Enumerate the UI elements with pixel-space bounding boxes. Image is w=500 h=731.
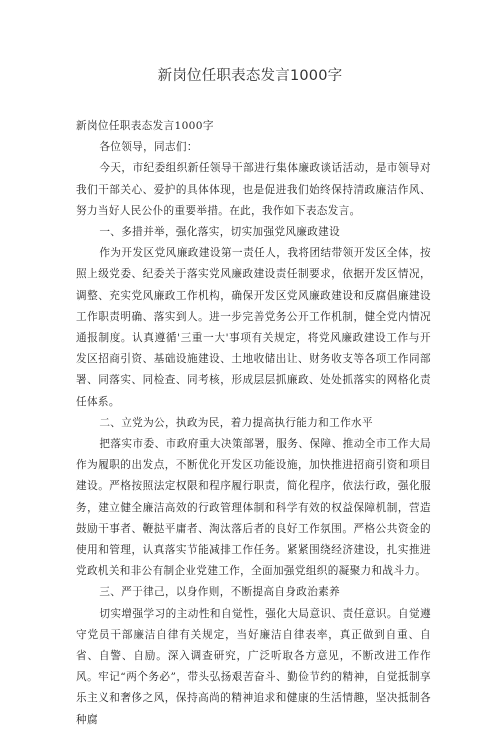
section-1-paragraph: 作为开发区党风廉政建设第一责任人，我将团结带领开发区全体，按照上级党委、纪委关于落实党风廉政建设责任制要求，依据开发区情况，调整、充实党风廉政工作机构，确保开发区党风廉政建设和反腐倡廉建设工作职责明确、落实到人。进一步完善党务公开工作机制，健全党内情况通报制度。认真遵循'三重一大'事项有关规定，将党风廉政建设工作与开发区招商引资、基础设施建设、土地收储出让、财务收支等各项工作同部署、同落实、同检查、同考核，形成层层抓廉政、处处抓落实的网格化责任体系。 xyxy=(76,247,431,408)
intro-paragraph: 今天，市纪委组织新任领导干部进行集体廉政谈话活动，是市领导对我们干部关心、爱护的具体体现，也是促进我们始终保持清政廉洁作风、努力当好人民公仆的重要举措。在此，我作如下表态发言。 xyxy=(76,162,431,217)
section-3-paragraph: 切实增强学习的主动性和自觉性，强化大局意识、责任意识。自觉遵守党员干部廉洁自律有关规定，当好廉洁自律表率，真正做到自重、自省、自警、自励。深入调查研究，广泛听取各方意见，不断改进工作作风。牢记“两个务必”，带头弘扬艰苦奋斗、勤俭节约的精神，自觉抵制享乐主义和奢侈之风，保持高尚的精神追求和健康的生活情趣，坚决抵制各种腐 xyxy=(76,607,431,726)
section-2-paragraph: 把落实市委、市政府重大决策部署，服务、保障、推动全市工作大局作为履职的出发点，不断优化开发区功能设施，加快推进招商引资和项目建设。严格按照法定权限和程序履行职责，简化程序，依法行政，强化服务，建立健全廉洁高效的行政管理体制和科学有效的权益保障机制，营造鼓励干事者、鞭挞平庸者、淘汰落后者的良好工作氛围。严格公共资金的使用和管理，认真落实节能减排工作任务。紧紧围绕经济建设，扎实推进党政机关和非公有制企业党建工作，全面加强党组织的凝聚力和战斗力。 xyxy=(76,438,431,578)
document-body xyxy=(76,116,431,731)
document-title: 新岗位任职表态发言1000字 xyxy=(157,68,343,84)
section-1-heading: 一、多措并举，强化落实，切实加强党风廉政建设 xyxy=(99,226,341,239)
section-3-heading: 三、严于律己，以身作则，不断提高自身政治素养 xyxy=(99,586,341,599)
document-subtitle: 新岗位任职表态发言1000字 xyxy=(76,120,214,132)
section-2-heading: 二、立党为公，执政为民，着力提高执行能力和工作水平 xyxy=(99,416,373,429)
greeting: 各位领导，同志们： xyxy=(99,141,198,154)
